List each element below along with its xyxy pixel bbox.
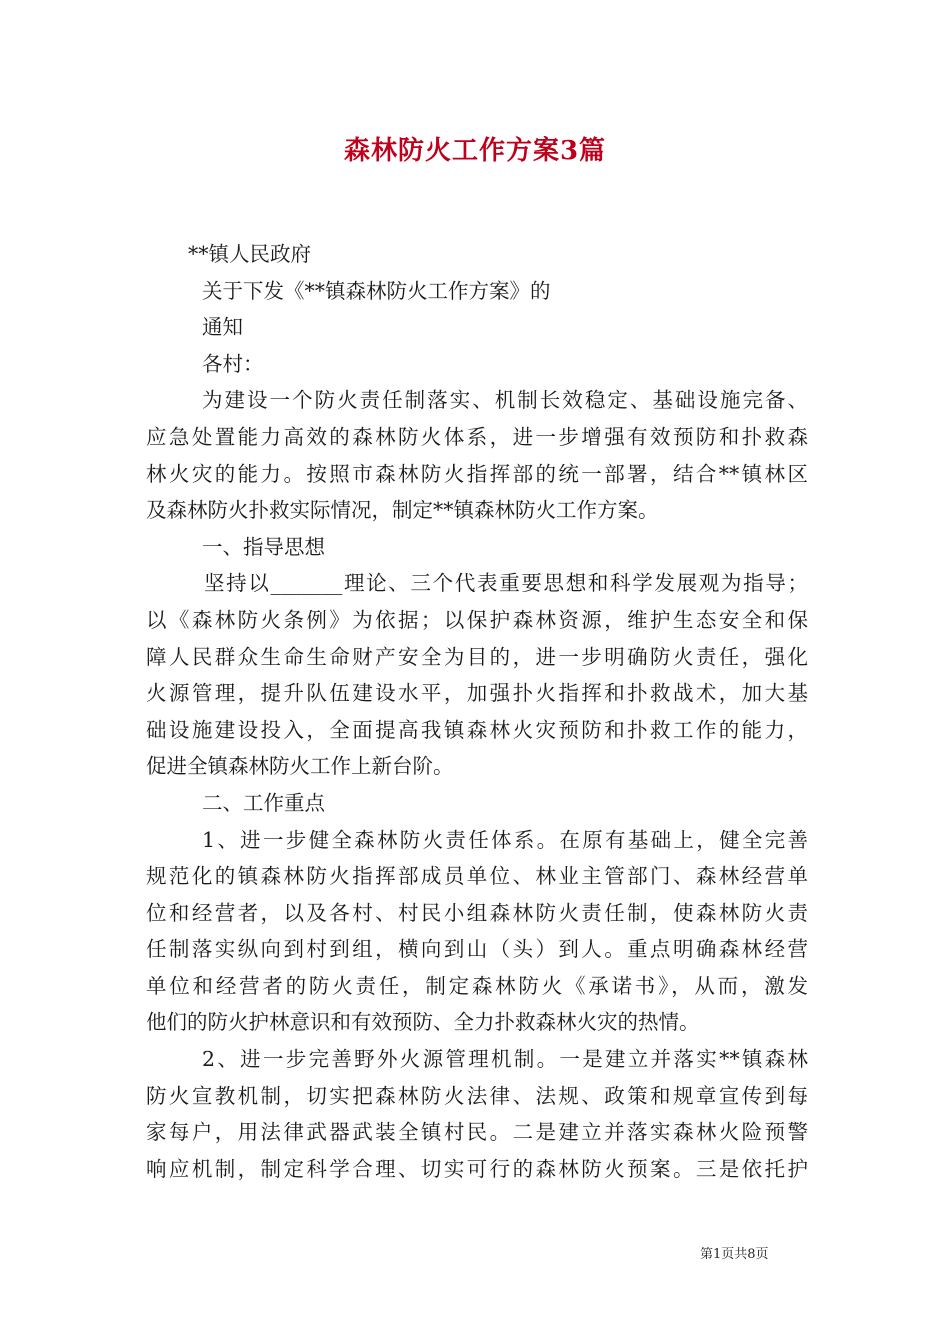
paragraph-line: 家每户，用法律武器武装全镇村民。二是建立并落实森林火险预警 [146,1120,808,1145]
section-heading: 二、工作重点 [202,790,325,815]
paragraph-line: 促进全镇森林防火工作上新台阶。 [146,754,454,779]
document-body [146,236,808,1187]
page-number: 第1页共8页 [700,1247,769,1262]
paragraph-line: 2、进一步完善野外火源管理机制。一是建立并落实**镇森林 [202,1047,808,1072]
paragraph-line: 坚持以_______理论、三个代表重要思想和科学发展观为指导； [204,571,808,596]
paragraph-line: 防火宣教机制，切实把森林防火法律、法规、政策和规章宣传到每 [146,1083,808,1108]
paragraph-line: 火源管理，提升队伍建设水平，加强扑火指挥和扑救战术，加大基 [146,681,808,706]
section-heading: 一、指导思想 [202,534,325,559]
paragraph-line: 林火灾的能力。按照市森林防火指挥部的统一部署，结合**镇林区 [146,461,808,486]
issuer-line: **镇人民政府 [188,242,311,266]
paragraph-line: 规范化的镇森林防火指挥部成员单位、林业主管部门、森林经营单 [146,864,808,889]
paragraph-line: 响应机制，制定科学合理、切实可行的森林防火预案。三是依托护 [146,1156,808,1181]
paragraph-line: 及森林防火扑救实际情况，制定**镇森林防火工作方案。 [146,498,659,523]
paragraph-line: 障人民群众生命生命财产安全为目的，进一步明确防火责任，强化 [146,644,808,669]
paragraph-line: 位和经营者，以及各村、村民小组森林防火责任制，使森林防火责 [146,900,808,925]
paragraph-line: 为建设一个防火责任制落实、机制长效稳定、基础设施完备、 [202,388,808,413]
salutation-line: 各村： [202,351,264,376]
notice-line: 通知 [202,315,243,340]
document-title: 森林防火工作方案3篇 [343,136,607,166]
paragraph-line: 1、进一步健全森林防火责任体系。在原有基础上，健全完善 [202,827,808,852]
paragraph-line: 应急处置能力高效的森林防火体系，进一步增强有效预防和扑救森 [146,424,808,449]
paragraph-line: 任制落实纵向到村到组，横向到山（头）到人。重点明确森林经营 [146,937,808,962]
subject-line: 关于下发《**镇森林防火工作方案》的 [202,278,551,303]
paragraph-line: 以《森林防火条例》为依据；以保护森林资源，维护生态安全和保 [146,607,808,632]
paragraph-line: 础设施建设投入，全面提高我镇森林火灾预防和扑救工作的能力， [146,717,808,742]
paragraph-line: 单位和经营者的防火责任，制定森林防火《承诺书》，从而，激发 [146,973,808,998]
paragraph-line: 他们的防火护林意识和有效预防、全力扑救森林火灾的热情。 [146,1010,700,1035]
